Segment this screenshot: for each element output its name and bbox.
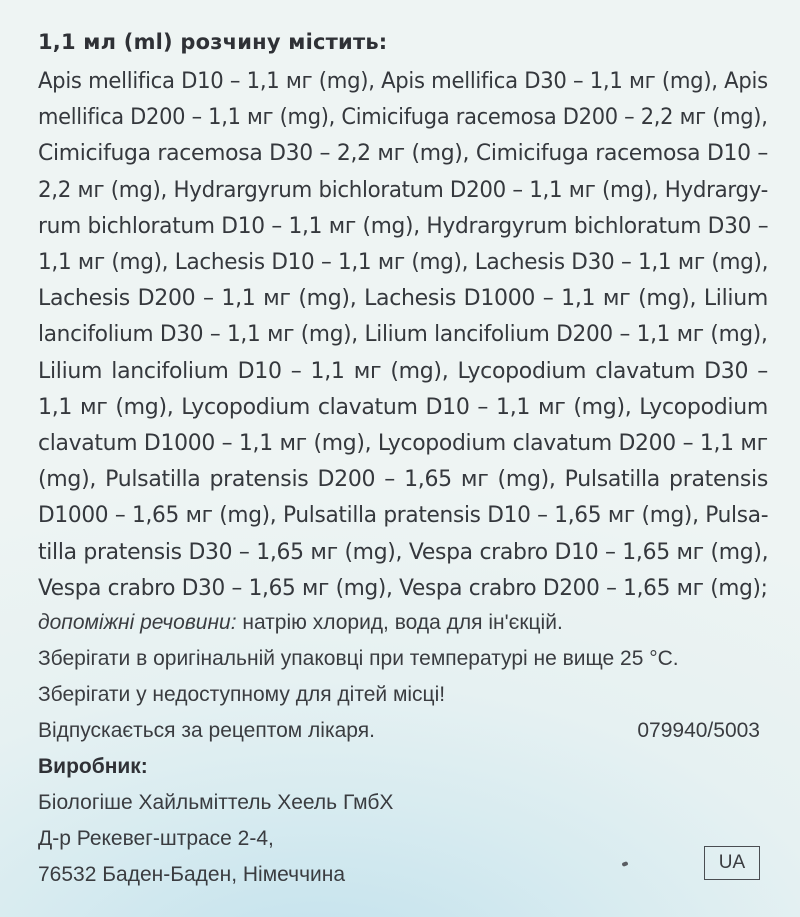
country-badge: UA <box>704 846 760 880</box>
product-code: 079940/5003 <box>637 719 760 742</box>
ingredient-line: 1,1 мг (mg), Lachesis D10 – 1,1 мг (mg), Lachesis D30 – 1,1 мг (mg), <box>38 250 769 276</box>
ingredient-line: clavatum D1000 – 1,1 мг (mg), Lycopodium clavatum D200 – 1,1 мг <box>38 431 768 457</box>
ingredient-line: (mg), Pulsatilla pratensis D200 – 1,65 мг (mg), Pulsatilla pratensis <box>38 467 768 493</box>
excipients-value: натрію хлорид, вода для ін'єкцій. <box>236 611 563 634</box>
excipients <box>38 611 768 635</box>
ingredient-line: tilla pratensis D30 – 1,65 мг (mg), Vespa crabro D10 – 1,65 мг (mg), <box>38 539 769 565</box>
print-speck <box>621 861 628 867</box>
ingredient-line: lancifolium D30 – 1,1 мг (mg), Lilium lancifolium D200 – 1,1 мг (mg), <box>38 322 768 348</box>
storage-children-note: Зберігати у недоступному для дітей місці! <box>38 683 446 706</box>
ingredients-list <box>38 64 768 607</box>
prescription-note: Відпускається за рецептом лікаря. <box>38 719 375 742</box>
excipients-label: допоміжні речовини: <box>38 611 237 634</box>
ingredient-line: D1000 – 1,65 мг (mg), Pulsatilla pratensis D10 – 1,65 мг (mg), Pulsa- <box>38 503 769 529</box>
manufacturer-name: Біологіше Хайльміттель Хеель ГмбХ <box>38 791 394 814</box>
manufacturer-street: Д-р Рекевег-штрасе 2-4, <box>38 827 274 850</box>
ingredient-line: Lachesis D200 – 1,1 мг (mg), Lachesis D1000 – 1,1 мг (mg), Lilium <box>38 286 768 312</box>
ingredient-line: 2,2 мг (mg), Hydrargyrum bichloratum D200 – 1,1 мг (mg), Hydrargy- <box>38 177 769 203</box>
ingredient-line: Apis mellifica D10 – 1,1 мг (mg), Apis mellifica D30 – 1,1 мг (mg), Apis <box>38 69 768 94</box>
ingredient-line: Cimicifuga racemosa D30 – 2,2 мг (mg), Cimicifuga racemosa D10 – <box>38 141 769 167</box>
ingredient-line: mellifica D200 – 1,1 мг (mg), Cimicifuga racemosa D200 – 2,2 мг (mg), <box>38 105 768 131</box>
ingredient-line: Vespa crabro D30 – 1,65 мг (mg), Vespa crabro D200 – 1,65 мг (mg); <box>38 575 768 601</box>
manufacturer-city: 76532 Баден-Баден, Німеччина <box>38 863 346 886</box>
storage-temperature-note: Зберігати в оригінальній упаковці при температурі не вище 25 °С. <box>38 647 679 670</box>
manufacturer-title: Виробник: <box>38 755 148 778</box>
composition-header: 1,1 мл (ml) розчину містить: <box>38 30 388 54</box>
ingredient-line: 1,1 мг (mg), Lycopodium clavatum D10 – 1,1 мг (mg), Lycopodium <box>38 394 768 420</box>
ingredient-line: Lilium lancifolium D10 – 1,1 мг (mg), Lycopodium clavatum D30 – <box>38 358 768 384</box>
ingredient-line: rum bichloratum D10 – 1,1 мг (mg), Hydrargyrum bichloratum D30 – <box>38 213 769 239</box>
